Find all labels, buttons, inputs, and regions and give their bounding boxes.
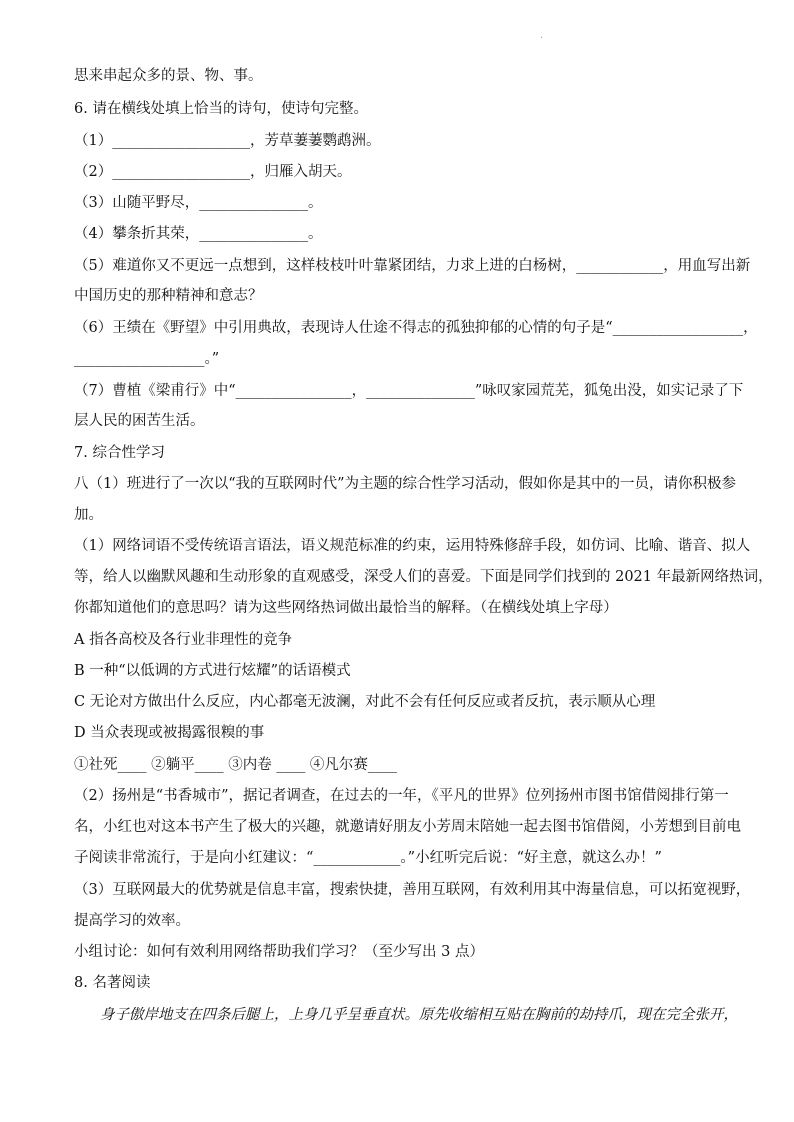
question-8-heading: 8. 名著阅读: [74, 975, 151, 991]
option-a: A 指各高校及各行业非理性的竞争: [74, 632, 293, 648]
question-7-part-1: （1）网络词语不受传统语言语法，语义规范标准的约束，运用特殊修辞手段，如仿词、比喻、谐音、拟人: [74, 538, 751, 554]
question-6-item-2: （2）___________________，归雁入胡天。: [74, 164, 352, 180]
question-7-part-3: （3）互联网最大的优势就是信息丰富，搜索快捷，善用互联网，有效利用其中海量信息，可以拓宽视野，: [74, 882, 751, 898]
question-7-part-2: （2）扬州是“书香城市”，据记者调查，在过去的一年，《平凡的世界》位列扬州市图书馆借阅排行第一: [74, 788, 729, 804]
text-line: 加。: [74, 507, 103, 523]
reading-passage: 身子傲岸地支在四条后腿上，上身几乎呈垂直状。原先收缩相互贴在胸前的劫持爪，现在完全张开，: [100, 1007, 738, 1023]
question-6-item-3: （3）山随平野尽，_______________。: [74, 195, 323, 211]
question-6-item-5: （5）难道你又不更远一点想到，这样枝枝叶叶靠紧团结，力求上进的白杨树，____________，用血写出新: [74, 258, 751, 274]
text-line: 思来串起众多的景、物、事。: [74, 68, 263, 84]
question-6-item-1: （1）___________________，芳草萋萋鹦鹉洲。: [74, 133, 381, 149]
text-line: 层人民的困苦生活。: [74, 413, 205, 429]
group-discussion: 小组讨论：如何有效利用网络帮助我们学习？（至少写出 3 点）: [74, 944, 484, 960]
option-b: B 一种“以低调的方式进行炫耀”的话语模式: [74, 663, 351, 679]
text-line: 子阅读非常流行，于是向小红建议：“____________。”小红听完后说：“好主意，就这么办！”: [74, 850, 662, 866]
question-6-heading: 6. 请在横线处填上恰当的诗句，使诗句完整。: [74, 101, 368, 117]
option-c: C 无论对方做出什么反应，内心都毫无波澜，对此不会有任何反应或者反抗，表示顺从心理: [74, 694, 656, 710]
question-6-item-6: （6）王绩在《野望》中引用典故，表现诗人仕途不得志的孤独抑郁的心情的句子是“__________________，: [74, 320, 758, 336]
page-mark: .: [540, 30, 544, 41]
text-line: 提高学习的效率。: [74, 913, 190, 929]
text-line: 中国历史的那种精神和意志？: [74, 288, 263, 304]
text-line: __________________。”: [74, 351, 220, 367]
hot-words-blanks: ①社死____ ②躺平____ ③内卷 ____ ④凡尔赛____: [74, 757, 397, 773]
question-7-intro: 八（1）班进行了一次以“我的互联网时代”为主题的综合性学习活动，假如你是其中的一员，请你积极参: [74, 476, 737, 492]
question-7-heading: 7. 综合性学习: [74, 445, 165, 461]
option-d: D 当众表现或被揭露很糗的事: [74, 725, 265, 741]
text-line: 名，小红也对这本书产生了极大的兴趣，就邀请好朋友小芳周末陪她一起去图书馆借阅，小芳想到目前电: [74, 819, 741, 835]
text-line: 你都知道他们的意思吗？请为这些网络热词做出最恰当的解释。（在横线处填上字母）: [74, 600, 618, 616]
question-6-item-7: （7）曹植《梁甫行》中“________________，_______________”咏叹家园荒芜，狐兔出没，如实记录了下: [74, 383, 744, 399]
question-6-item-4: （4）攀条折其荣，_______________。: [74, 226, 323, 242]
text-line: 等，给人以幽默风趣和生动形象的直观感受，深受人们的喜爱。下面是同学们找到的 2021 年最新网络热词，: [74, 569, 773, 585]
